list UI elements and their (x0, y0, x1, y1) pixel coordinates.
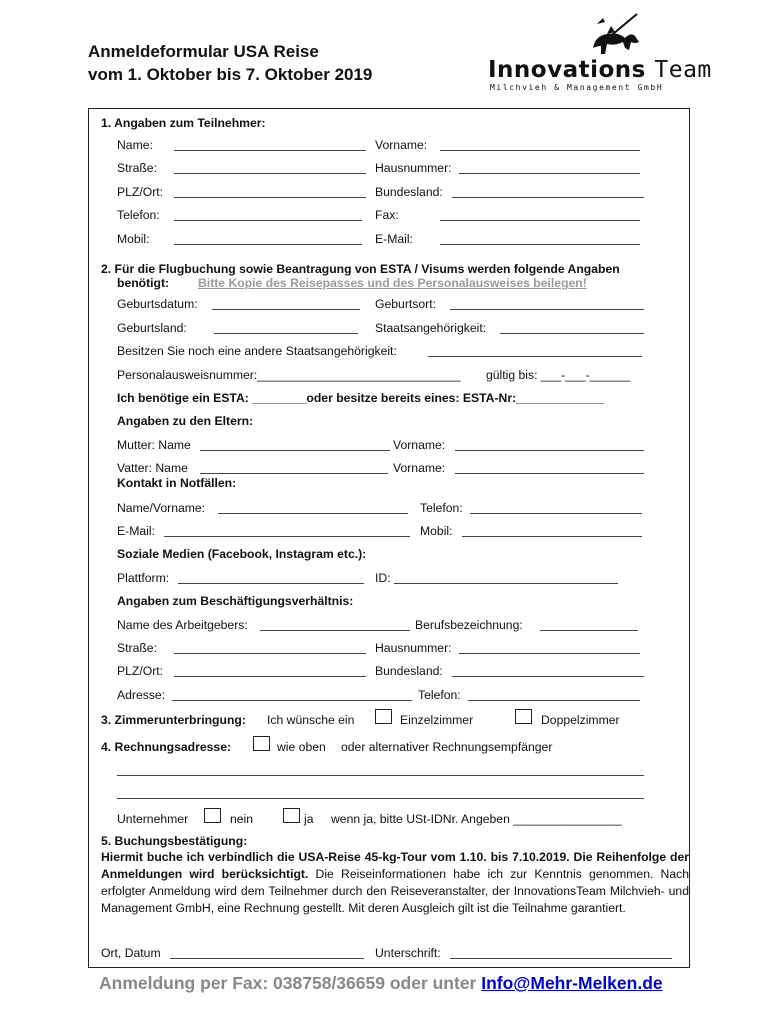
notfall-heading: Kontakt in Notfällen: (117, 476, 237, 490)
logo-innovations: Innovations (488, 57, 646, 83)
form-title: Anmeldeformular USA Reise (88, 42, 319, 61)
fax-label: Fax: (375, 208, 399, 222)
mutter-name-label: Mutter: Name (117, 438, 191, 452)
mutter-vorname-label: Vorname: (393, 438, 446, 452)
arbeitgeber-strasse-label: Straße: (117, 641, 157, 655)
section5-heading: 5. Buchungsbestätigung: (101, 834, 248, 848)
section2-heading: 2. Für die Flugbuchung sowie Beantragung von ESTA / Visums werden folgende Angaben (101, 262, 620, 276)
hausnummer-field[interactable] (459, 173, 640, 174)
vorname-label: Vorname: (375, 138, 428, 152)
strasse-label: Straße: (117, 161, 157, 175)
footer-email-link[interactable]: Info@Mehr-Melken.de (481, 973, 663, 993)
geburtsland-label: Geburtsland: (117, 321, 187, 335)
section1-heading: 1. Angaben zum Teilnehmer: (101, 116, 266, 130)
passport-note: Bitte Kopie des Reisepasses und des Personalausweises beilegen! (198, 276, 587, 290)
arbeitgeber-label: Name des Arbeitgebers: (117, 618, 248, 632)
footer-text: Anmeldung per Fax: 038758/36659 oder unter (99, 973, 482, 993)
arbeitgeber-strasse-field[interactable] (174, 653, 366, 654)
arbeitgeber-bundesland-label: Bundesland: (375, 664, 443, 678)
notfall-telefon-field[interactable] (470, 513, 642, 514)
footer (99, 973, 663, 994)
mobil-field[interactable] (174, 244, 362, 245)
doppelzimmer-label: Doppelzimmer (541, 713, 620, 727)
hausnummer-label: Hausnummer: (375, 161, 452, 175)
wie-oben-checkbox[interactable] (253, 736, 270, 751)
doppelzimmer-checkbox[interactable] (515, 709, 532, 724)
notfall-mobil-label: Mobil: (420, 524, 453, 538)
mobil-label: Mobil: (117, 232, 150, 246)
email-field[interactable] (440, 244, 640, 245)
gueltig-field[interactable]: gültig bis: ___-___-______ (486, 368, 631, 382)
unternehmer-label: Unternehmer (117, 812, 189, 826)
rechnung-line-2[interactable] (117, 798, 644, 799)
name-label: Name: (117, 138, 153, 152)
mutter-vorname-field[interactable] (455, 450, 644, 451)
nein-label: nein (230, 812, 254, 826)
email-label: E-Mail: (375, 232, 413, 246)
staatsangehoerigkeit-field[interactable] (500, 333, 644, 334)
geburtsort-field[interactable] (450, 309, 644, 310)
telefon-label: Telefon: (117, 208, 160, 222)
alternativ-label: oder alternativer Rechnungsempfänger (341, 740, 553, 754)
notfall-email-label: E-Mail: (117, 524, 155, 538)
plattform-field[interactable] (178, 583, 364, 584)
unterschrift-field[interactable] (450, 958, 672, 959)
geburtsdatum-label: Geburtsdatum: (117, 297, 198, 311)
personalausweis-field[interactable]: Personalausweisnummer:______________________________ (117, 368, 461, 382)
arbeitgeber-hausnummer-label: Hausnummer: (375, 641, 452, 655)
booking-confirmation-text (101, 849, 689, 917)
wunsch-label: Ich wünsche ein (267, 713, 355, 727)
arbeitgeber-plz-label: PLZ/Ort: (117, 664, 164, 678)
form-subtitle: vom 1. Oktober bis 7. Oktober 2019 (88, 65, 373, 84)
arbeitgeber-adresse-field[interactable] (172, 700, 412, 701)
arbeitgeber-telefon-field[interactable] (468, 700, 640, 701)
cow-logo-icon (585, 12, 647, 58)
unterschrift-label: Unterschrift: (375, 946, 441, 960)
vatter-vorname-field[interactable] (455, 473, 644, 474)
beruf-field[interactable] (540, 630, 638, 631)
staatsangehoerigkeit-label: Staatsangehörigkeit: (375, 321, 487, 335)
geburtsort-label: Geburtsort: (375, 297, 436, 311)
einzelzimmer-checkbox[interactable] (375, 709, 392, 724)
unternehmer-nein-checkbox[interactable] (204, 808, 221, 823)
plz-label: PLZ/Ort: (117, 185, 164, 199)
logo-wordmark (488, 57, 712, 83)
section4-heading: 4. Rechnungsadresse: (101, 740, 232, 754)
id-label: ID: (375, 571, 391, 585)
name-field[interactable] (174, 150, 366, 151)
social-heading: Soziale Medien (Facebook, Instagram etc.): (117, 547, 367, 561)
geburtsland-field[interactable] (214, 333, 358, 334)
wie-oben-label: wie oben (277, 740, 326, 754)
id-field[interactable] (394, 583, 618, 584)
notfall-mobil-field[interactable] (462, 536, 642, 537)
plz-field[interactable] (174, 197, 366, 198)
arbeitgeber-plz-field[interactable] (174, 676, 366, 677)
notfall-name-field[interactable] (218, 513, 408, 514)
beruf-label: Berufsbezeichnung: (415, 618, 523, 632)
arbeitgeber-adresse-label: Adresse: (117, 688, 166, 702)
fax-field[interactable] (440, 220, 640, 221)
arbeitgeber-field[interactable] (260, 630, 410, 631)
beschaeftigung-heading: Angaben zum Beschäftigungsverhältnis: (117, 594, 354, 608)
arbeitgeber-hausnummer-field[interactable] (459, 653, 640, 654)
logo-team: Team (654, 57, 712, 83)
booking-regular-text: Die Reiseinformationen habe ich zur Kenntnis genommen. Nach erfolgter Anmeldung wird dem Teilnehmer durch den Reiseveranstalter, der InnovationsTeam Milchvieh- und Management GmbH, eine Rechnung gestellt. Mit deren Ausgleich gilt ist die Teilnahme garantiert. (101, 867, 689, 915)
notfall-email-field[interactable] (164, 536, 410, 537)
rechnung-line-1[interactable] (117, 775, 644, 776)
ort-datum-field[interactable] (170, 958, 364, 959)
strasse-field[interactable] (174, 173, 366, 174)
booking-bold-text: Hiermit buche ich verbindlich die USA-Reise 45-kg-Tour vom 1.10. bis 7.10.2019. Die Reihenfolge der Anmeldungen wird berücksichtigt. (101, 850, 689, 881)
vorname-field[interactable] (440, 150, 640, 151)
einzelzimmer-label: Einzelzimmer (400, 713, 474, 727)
section3-heading: 3. Zimmerunterbringung: (101, 713, 246, 727)
vatter-name-field[interactable] (200, 473, 388, 474)
bundesland-label: Bundesland: (375, 185, 443, 199)
logo-subline: Milchvieh & Management GmbH (490, 83, 664, 92)
notfall-telefon-label: Telefon: (420, 501, 463, 515)
mutter-name-field[interactable] (200, 450, 390, 451)
geburtsdatum-field[interactable] (212, 309, 360, 310)
telefon-field[interactable] (174, 220, 362, 221)
plattform-label: Plattform: (117, 571, 170, 585)
eltern-heading: Angaben zu den Eltern: (117, 414, 254, 428)
esta-field[interactable]: Ich benötige ein ESTA: ________oder besitze bereits eines: ESTA-Nr:_____________ (117, 391, 605, 405)
andere-staatsangehoerigkeit-field[interactable] (428, 356, 642, 357)
bundesland-field[interactable] (452, 197, 644, 198)
ort-datum-label: Ort, Datum (101, 946, 161, 960)
ja-label: ja (304, 812, 314, 826)
vatter-vorname-label: Vorname: (393, 461, 446, 475)
arbeitgeber-telefon-label: Telefon: (418, 688, 461, 702)
vatter-name-label: Vatter: Name (117, 461, 188, 475)
ust-field[interactable]: wenn ja, bitte USt-IDNr. Angeben ________________ (331, 812, 622, 826)
notfall-name-label: Name/Vorname: (117, 501, 206, 515)
andere-staatsangehoerigkeit-label: Besitzen Sie noch eine andere Staatsangehörigkeit: (117, 344, 397, 358)
section2-heading-cont: benötigt: (117, 276, 170, 290)
arbeitgeber-bundesland-field[interactable] (452, 676, 644, 677)
unternehmer-ja-checkbox[interactable] (283, 808, 300, 823)
